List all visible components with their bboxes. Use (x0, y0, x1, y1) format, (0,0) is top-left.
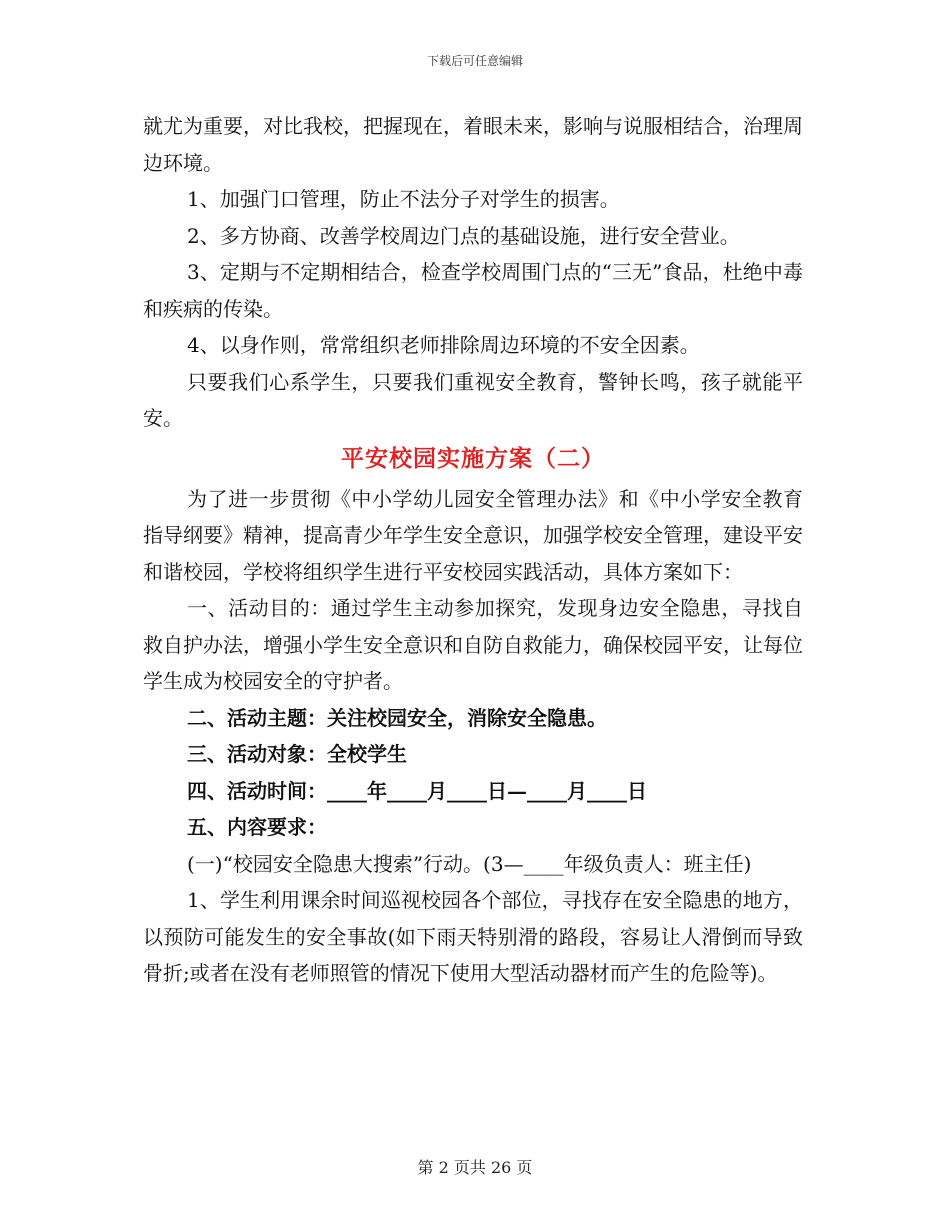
paragraph-group-top (143, 108, 803, 437)
paragraph: 1、加强门口管理，防止不法分子对学生的损害。 (187, 187, 620, 211)
paragraph: 4、以身作则，常常组织老师排除周边环境的不安全因素。 (187, 333, 700, 357)
paragraph: 三、活动对象：全校学生 (187, 742, 407, 766)
paragraph: 二、活动主题：关注校园安全，消除安全隐患。 (187, 705, 607, 730)
paragraph: 一、活动目的：通过学生主动参加探究，发现身边安全隐患，寻找自救自护办法，增强小学生安全意识和自防自救能力，确保校园平安，让每位学生成为校园安全的守护者。 (143, 596, 803, 693)
page-header: 下载后可任意编辑 (426, 54, 523, 68)
paragraph: 五、内容要求： (187, 815, 327, 839)
page-footer: 第 2 页共 26 页 (417, 1158, 533, 1177)
paragraph: (一)“校园安全隐患大搜索”行动。(3—____年级负责人：班主任) (187, 851, 752, 876)
paragraph: 为了进一步贯彻《中小学幼儿园安全管理办法》和《中小学安全教育指导纲要》精神，提高青少年学生安全意识，加强学校安全管理，建设平安和谐校园，学校将组织学生进行平安校园实践活动，具体方案如下： (143, 486, 803, 584)
paragraph-group-bottom (143, 481, 803, 992)
paragraph: 2、多方协商、改善学校周边门点的基础设施，进行安全营业。 (187, 223, 740, 248)
paragraph: 就尤为重要，对比我校，把握现在，着眼未来，影响与说服相结合，治理周边环境。 (143, 114, 803, 175)
paragraph: 3、定期与不定期相结合，检查学校周围门点的“三无”食品，杜绝中毒和疾病的传染。 (143, 260, 803, 321)
paragraph: 只要我们心系学生，只要我们重视安全教育，警钟长鸣，孩子就能平安。 (143, 369, 803, 430)
section-title: 平安校园实施方案（二） (341, 444, 605, 472)
paragraph: 四、活动时间：____年____月____日—____月____日 (187, 778, 647, 803)
document-body (143, 108, 803, 992)
paragraph: 1、学生利用课余时间巡视校园各个部位，寻找存在安全隐患的地方，以预防可能发生的安全事故(如下雨天特别滑的路段，容易让人滑倒而导致骨折;或者在没有老师照管的情况下使用大型活动器材而产生的危险等)。 (143, 888, 803, 985)
